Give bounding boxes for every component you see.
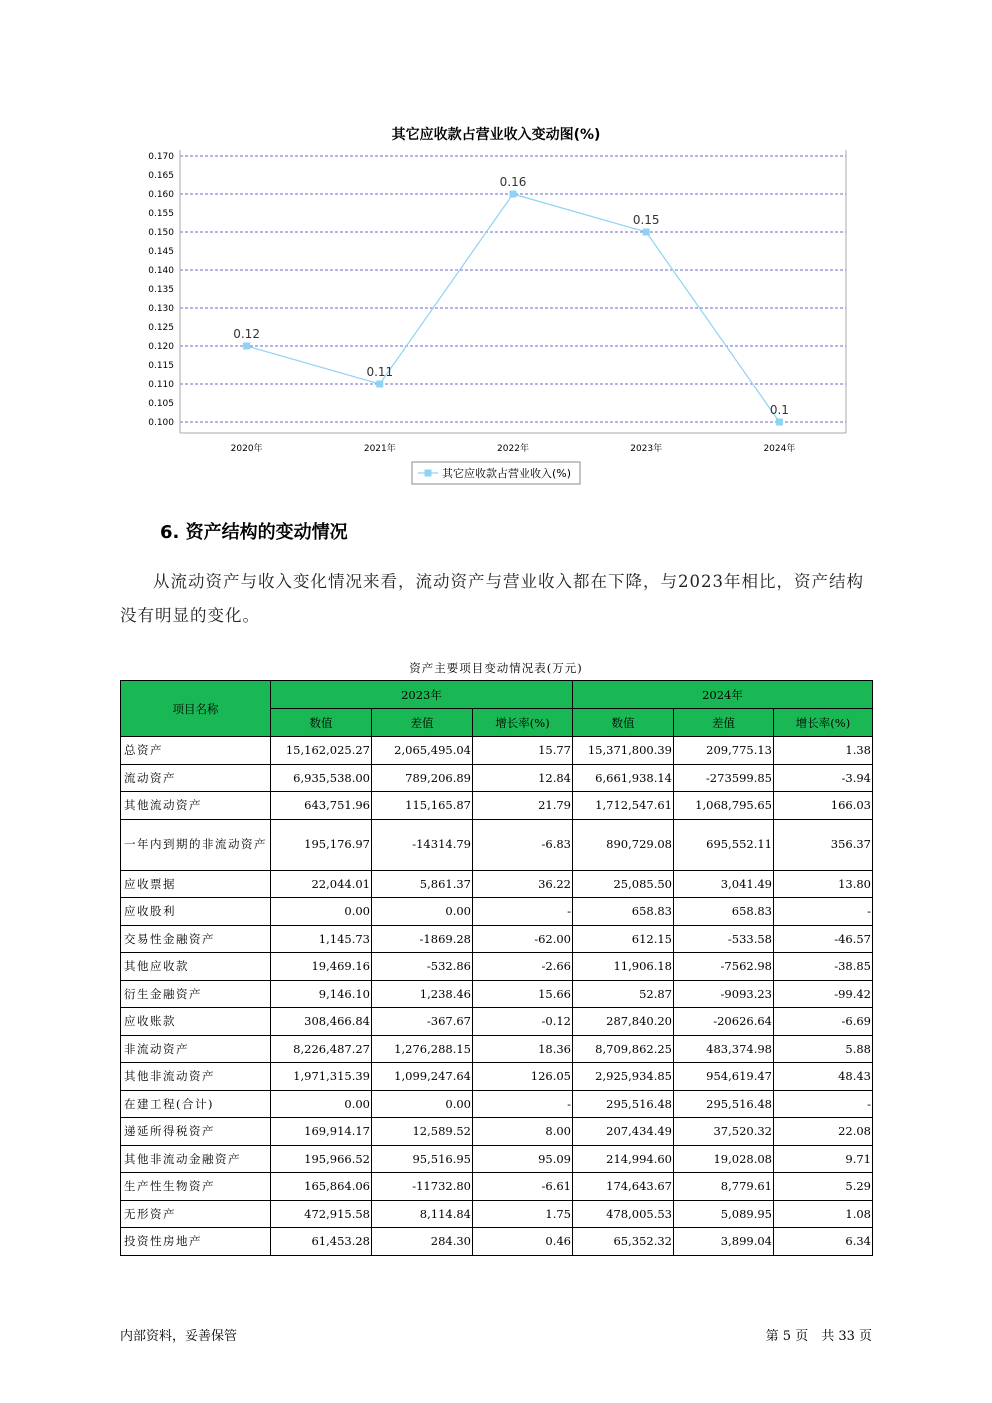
data-point <box>776 419 783 426</box>
y-tick-label: 0.100 <box>148 418 174 428</box>
table-cell: 483,374.98 <box>674 1035 774 1063</box>
row-label: 其他流动资产 <box>121 792 271 820</box>
table-cell: 115,165.87 <box>372 792 473 820</box>
table-cell: 11,906.18 <box>573 953 674 981</box>
table-body <box>121 737 873 1256</box>
table-cell: -532.86 <box>372 953 473 981</box>
footer-confidential-note: 内部资料，妥善保管 <box>120 1329 238 1344</box>
row-label: 其他非流动资产 <box>121 1063 271 1091</box>
table-cell: 12,589.52 <box>372 1118 473 1146</box>
row-label: 应收股利 <box>121 898 271 926</box>
table-cell: -2.66 <box>473 953 573 981</box>
table-cell: 126.05 <box>473 1063 573 1091</box>
row-label: 无形资产 <box>121 1200 271 1228</box>
table-cell: 166.03 <box>774 792 873 820</box>
table-cell: 21.79 <box>473 792 573 820</box>
y-tick-label: 0.145 <box>148 247 174 257</box>
row-label: 生产性生物资产 <box>121 1173 271 1201</box>
y-tick-label: 0.115 <box>148 361 174 371</box>
table-cell: 284.30 <box>372 1228 473 1256</box>
table-cell: -7562.98 <box>674 953 774 981</box>
table-cell: 36.22 <box>473 870 573 898</box>
y-tick-label: 0.110 <box>148 380 174 390</box>
y-tick-label: 0.130 <box>148 304 174 314</box>
data-label: 0.1 <box>769 403 789 417</box>
table-cell: 1,971,315.39 <box>271 1063 372 1091</box>
data-label: 0.12 <box>233 327 260 341</box>
table-row-productive-biological-assets <box>121 1173 873 1201</box>
table-cell: 1,145.73 <box>271 925 372 953</box>
table-cell: - <box>774 898 873 926</box>
table-cell: -273599.85 <box>674 764 774 792</box>
table-cell: 2,925,934.85 <box>573 1063 674 1091</box>
table-cell: 52.87 <box>573 980 674 1008</box>
table-row-intangible-assets <box>121 1200 873 1228</box>
table-cell: 9,146.10 <box>271 980 372 1008</box>
table-cell: 295,516.48 <box>573 1090 674 1118</box>
table-cell: -1869.28 <box>372 925 473 953</box>
y-tick-label: 0.160 <box>148 190 174 200</box>
table-row-other-receivables <box>121 953 873 981</box>
line-chart <box>0 0 992 500</box>
data-label: 0.16 <box>499 175 527 189</box>
section-heading: 6. 资产结构的变动情况 <box>160 522 348 543</box>
table-cell: 1,238.46 <box>372 980 473 1008</box>
row-label: 应收票据 <box>121 870 271 898</box>
table-cell: 207,434.49 <box>573 1118 674 1146</box>
table-row-trading-financial-assets <box>121 925 873 953</box>
table-caption: 资产主要项目变动情况表(万元) <box>409 661 583 675</box>
x-tick-label: 2024年 <box>763 444 796 454</box>
table-cell: 12.84 <box>473 764 573 792</box>
row-label: 交易性金融资产 <box>121 925 271 953</box>
table-cell: 3,041.49 <box>674 870 774 898</box>
table-cell: 1.38 <box>774 737 873 765</box>
x-tick-label: 2021年 <box>363 444 396 454</box>
y-tick-label: 0.150 <box>148 228 174 238</box>
y-tick-label: 0.155 <box>148 209 174 219</box>
table-cell: 954,619.47 <box>674 1063 774 1091</box>
table-cell: 6,661,938.14 <box>573 764 674 792</box>
data-label: 0.15 <box>632 213 660 227</box>
table-cell: 8,709,862.25 <box>573 1035 674 1063</box>
table-cell: 1,712,547.61 <box>573 792 674 820</box>
x-tick-label: 2020年 <box>230 444 263 454</box>
chart-title: 其它应收款占营业收入变动图(%) <box>391 127 601 143</box>
table-cell: 1,276,288.15 <box>372 1035 473 1063</box>
y-tick-label: 0.105 <box>148 399 174 409</box>
table-row-dividends-receivable <box>121 898 873 926</box>
table-cell: 3,899.04 <box>674 1228 774 1256</box>
data-point <box>376 381 383 388</box>
table-cell: -14314.79 <box>372 819 473 870</box>
table-cell: 174,643.67 <box>573 1173 674 1201</box>
table-cell: 8,779.61 <box>674 1173 774 1201</box>
table-cell: 19,028.08 <box>674 1145 774 1173</box>
table-cell: 0.00 <box>271 898 372 926</box>
table-cell: 890,729.08 <box>573 819 674 870</box>
table-cell: 1.75 <box>473 1200 573 1228</box>
table-row-other-current-assets <box>121 792 873 820</box>
table-cell: 22,044.01 <box>271 870 372 898</box>
chart-legend <box>412 462 580 484</box>
table-cell: 0.00 <box>372 1090 473 1118</box>
table-cell: 658.83 <box>674 898 774 926</box>
table-cell: 287,840.20 <box>573 1008 674 1036</box>
table-cell: 5,089.95 <box>674 1200 774 1228</box>
table-cell: 8,226,487.27 <box>271 1035 372 1063</box>
table-cell: 48.43 <box>774 1063 873 1091</box>
footer-page-number: 第 5 页 共 33 页 <box>765 1329 872 1344</box>
table-cell: 95,516.95 <box>372 1145 473 1173</box>
row-label: 其他应收款 <box>121 953 271 981</box>
data-point <box>243 343 250 350</box>
x-tick-label: 2022年 <box>497 444 529 454</box>
table-cell: 209,775.13 <box>674 737 774 765</box>
table-cell: 8.00 <box>473 1118 573 1146</box>
table-cell: -99.42 <box>774 980 873 1008</box>
subheader-value: 数值 <box>271 709 372 737</box>
table-cell: 295,516.48 <box>674 1090 774 1118</box>
table-cell: 18.36 <box>473 1035 573 1063</box>
analysis-paragraph: 从流动资产与收入变化情况来看，流动资产与营业收入都在下降，与2023年相比，资产结构没有明显的变化。 <box>120 572 864 625</box>
x-tick-label: 2023年 <box>630 444 663 454</box>
table-cell: 0.46 <box>473 1228 573 1256</box>
data-point <box>643 229 650 236</box>
name-column-header: 项目名称 <box>121 681 271 737</box>
table-cell: -533.58 <box>674 925 774 953</box>
table-cell: 15.77 <box>473 737 573 765</box>
table-cell: 695,552.11 <box>674 819 774 870</box>
table-cell: 6.34 <box>774 1228 873 1256</box>
y-tick-label: 0.165 <box>148 171 174 181</box>
row-label: 其他非流动金融资产 <box>121 1145 271 1173</box>
table-cell: 65,352.32 <box>573 1228 674 1256</box>
table-cell: -367.67 <box>372 1008 473 1036</box>
y-tick-label: 0.135 <box>148 285 174 295</box>
table-cell: 95.09 <box>473 1145 573 1173</box>
row-label: 应收账款 <box>121 1008 271 1036</box>
y-tick-label: 0.125 <box>148 323 174 333</box>
table-cell: 165,864.06 <box>271 1173 372 1201</box>
table-cell: - <box>473 1090 573 1118</box>
row-label: 在建工程(合计) <box>121 1090 271 1118</box>
table-cell: -20626.64 <box>674 1008 774 1036</box>
y-tick-label: 0.120 <box>148 342 174 352</box>
table-cell: 658.83 <box>573 898 674 926</box>
table-cell: -11732.80 <box>372 1173 473 1201</box>
row-label: 非流动资产 <box>121 1035 271 1063</box>
asset-change-table <box>120 680 873 1256</box>
table-cell: 1,099,247.64 <box>372 1063 473 1091</box>
table-row-accounts-receivable <box>121 1008 873 1036</box>
row-label: 流动资产 <box>121 764 271 792</box>
year-header-2023: 2023年 <box>271 681 573 709</box>
table-cell: -6.83 <box>473 819 573 870</box>
legend-marker <box>425 470 432 477</box>
table-cell: 5,861.37 <box>372 870 473 898</box>
subheader-growth-rate: 增长率(%) <box>774 709 873 737</box>
table-cell: 0.00 <box>372 898 473 926</box>
table-row-current-assets <box>121 764 873 792</box>
subheader-growth-rate: 增长率(%) <box>473 709 573 737</box>
table-row-noncurrent-assets <box>121 1035 873 1063</box>
table-cell: 214,994.60 <box>573 1145 674 1173</box>
table-cell: 0.00 <box>271 1090 372 1118</box>
table-cell: -46.57 <box>774 925 873 953</box>
table-cell: 472,915.58 <box>271 1200 372 1228</box>
table-cell: 15,162,025.27 <box>271 737 372 765</box>
table-row-total-assets <box>121 737 873 765</box>
table-cell: 612.15 <box>573 925 674 953</box>
legend-label: 其它应收款占营业收入(%) <box>442 467 572 480</box>
table-row-investment-property <box>121 1228 873 1256</box>
table-cell: 356.37 <box>774 819 873 870</box>
table-cell: -62.00 <box>473 925 573 953</box>
row-label: 一年内到期的非流动资产 <box>121 819 271 870</box>
table-cell: -9093.23 <box>674 980 774 1008</box>
row-label: 投资性房地产 <box>121 1228 271 1256</box>
year-header-2024: 2024年 <box>573 681 873 709</box>
table-cell: 61,453.28 <box>271 1228 372 1256</box>
table-cell: 19,469.16 <box>271 953 372 981</box>
table-row-noncurrent-due-within-year <box>121 819 873 870</box>
table-cell: 643,751.96 <box>271 792 372 820</box>
chart-axes <box>148 150 846 454</box>
row-label: 衍生金融资产 <box>121 980 271 1008</box>
y-tick-label: 0.170 <box>148 152 174 162</box>
table-cell: 1.08 <box>774 1200 873 1228</box>
table-row-other-noncurrent-assets <box>121 1063 873 1091</box>
subheader-difference: 差值 <box>674 709 774 737</box>
table-cell: 15.66 <box>473 980 573 1008</box>
row-label: 递延所得税资产 <box>121 1118 271 1146</box>
table-cell: 13.80 <box>774 870 873 898</box>
table-cell: 8,114.84 <box>372 1200 473 1228</box>
table-row-deferred-tax-assets <box>121 1118 873 1146</box>
table-cell: -0.12 <box>473 1008 573 1036</box>
table-cell: 22.08 <box>774 1118 873 1146</box>
table-cell: 37,520.32 <box>674 1118 774 1146</box>
table-cell: 5.29 <box>774 1173 873 1201</box>
table-cell: 789,206.89 <box>372 764 473 792</box>
subheader-value: 数值 <box>573 709 674 737</box>
table-cell: 1,068,795.65 <box>674 792 774 820</box>
table-cell: -3.94 <box>774 764 873 792</box>
table-row-other-noncurrent-financial-assets <box>121 1145 873 1173</box>
table-cell: 195,966.52 <box>271 1145 372 1173</box>
table-cell: - <box>774 1090 873 1118</box>
table-cell: 195,176.97 <box>271 819 372 870</box>
table-cell: - <box>473 898 573 926</box>
chart-series <box>233 175 789 426</box>
table-cell: 9.71 <box>774 1145 873 1173</box>
table-cell: -6.69 <box>774 1008 873 1036</box>
table-row-derivative-financial-assets <box>121 980 873 1008</box>
table-cell: 6,935,538.00 <box>271 764 372 792</box>
subheader-difference: 差值 <box>372 709 473 737</box>
table-cell: 308,466.84 <box>271 1008 372 1036</box>
table-cell: 25,085.50 <box>573 870 674 898</box>
table-cell: 15,371,800.39 <box>573 737 674 765</box>
y-tick-label: 0.140 <box>148 266 174 276</box>
data-point <box>510 191 517 198</box>
table-cell: 478,005.53 <box>573 1200 674 1228</box>
table-row-notes-receivable <box>121 870 873 898</box>
row-label: 总资产 <box>121 737 271 765</box>
table-cell: -6.61 <box>473 1173 573 1201</box>
data-label: 0.11 <box>366 365 394 379</box>
table-cell: 5.88 <box>774 1035 873 1063</box>
table-cell: 2,065,495.04 <box>372 737 473 765</box>
table-cell: 169,914.17 <box>271 1118 372 1146</box>
table-cell: -38.85 <box>774 953 873 981</box>
table-row-construction-in-progress <box>121 1090 873 1118</box>
